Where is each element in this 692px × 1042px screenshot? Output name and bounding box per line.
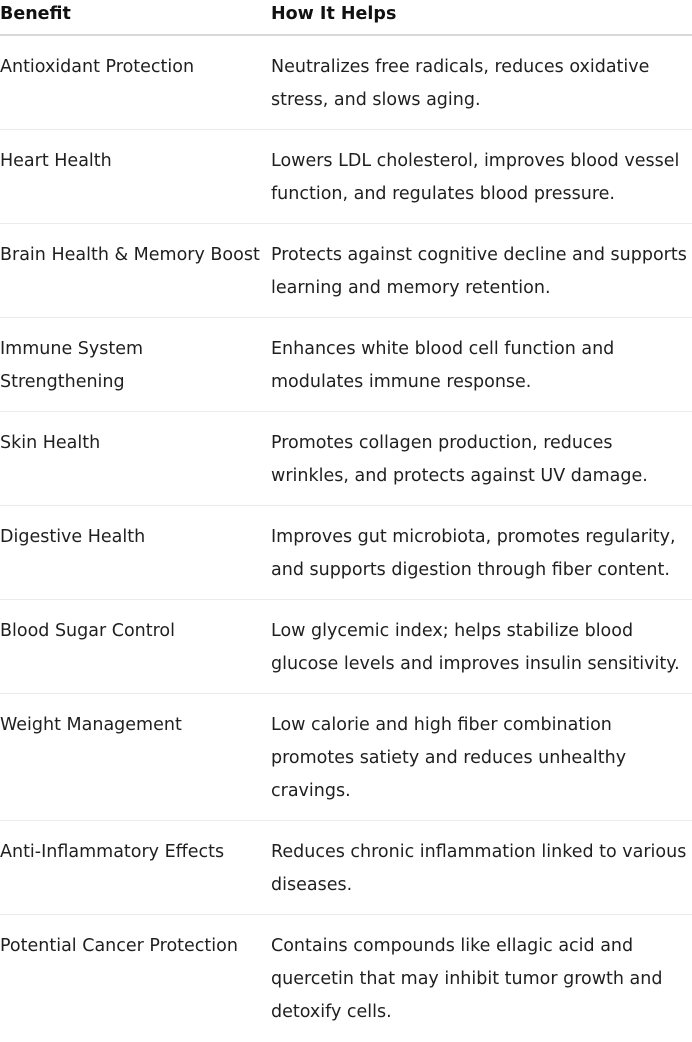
how-it-helps-cell: Promotes collagen production, reduces wrinkles, and protects against UV damage. (271, 433, 648, 486)
how-it-helps-cell: Improves gut microbiota, promotes regularity, and supports digestion through fiber content. (271, 527, 676, 580)
how-it-helps-cell: Neutralizes free radicals, reduces oxidative stress, and slows aging. (271, 57, 650, 110)
benefit-cell: Antioxidant Protection (0, 57, 195, 77)
table-row (0, 694, 692, 821)
benefit-cell: Skin Health (0, 433, 101, 453)
how-it-helps-cell: Contains compounds like ellagic acid and quercetin that may inhibit tumor growth and detoxify cells. (271, 936, 663, 1022)
how-it-helps-cell: Enhances white blood cell function and modulates immune response. (271, 339, 615, 392)
how-it-helps-cell: Low glycemic index; helps stabilize blood glucose levels and improves insulin sensitivity. (271, 621, 680, 674)
benefit-cell: Immune System Strengthening (0, 339, 144, 392)
table-row (0, 130, 692, 224)
benefit-cell: Brain Health & Memory Boost (0, 245, 260, 265)
table-header (0, 0, 692, 36)
benefit-cell: Heart Health (0, 151, 112, 171)
table-row (0, 318, 692, 412)
table-row (0, 821, 692, 915)
header-benefit: Benefit (0, 4, 71, 24)
table-row (0, 224, 692, 318)
table-row (0, 506, 692, 600)
benefit-cell: Potential Cancer Protection (0, 936, 238, 956)
table-row (0, 600, 692, 694)
benefit-cell: Blood Sugar Control (0, 621, 175, 641)
table-row (0, 412, 692, 506)
benefit-cell: Weight Management (0, 715, 182, 735)
table-row (0, 915, 692, 1042)
benefit-cell: Anti-Inflammatory Effects (0, 842, 225, 862)
how-it-helps-cell: Reduces chronic inflammation linked to various diseases. (271, 842, 687, 895)
header-how-it-helps: How It Helps (271, 4, 397, 24)
benefit-cell: Digestive Health (0, 527, 146, 547)
how-it-helps-cell: Low calorie and high fiber combination promotes satiety and reduces unhealthy cravings. (271, 715, 627, 801)
how-it-helps-cell: Lowers LDL cholesterol, improves blood vessel function, and regulates blood pressure. (271, 151, 680, 204)
how-it-helps-cell: Protects against cognitive decline and supports learning and memory retention. (271, 245, 687, 298)
table-row (0, 36, 692, 130)
